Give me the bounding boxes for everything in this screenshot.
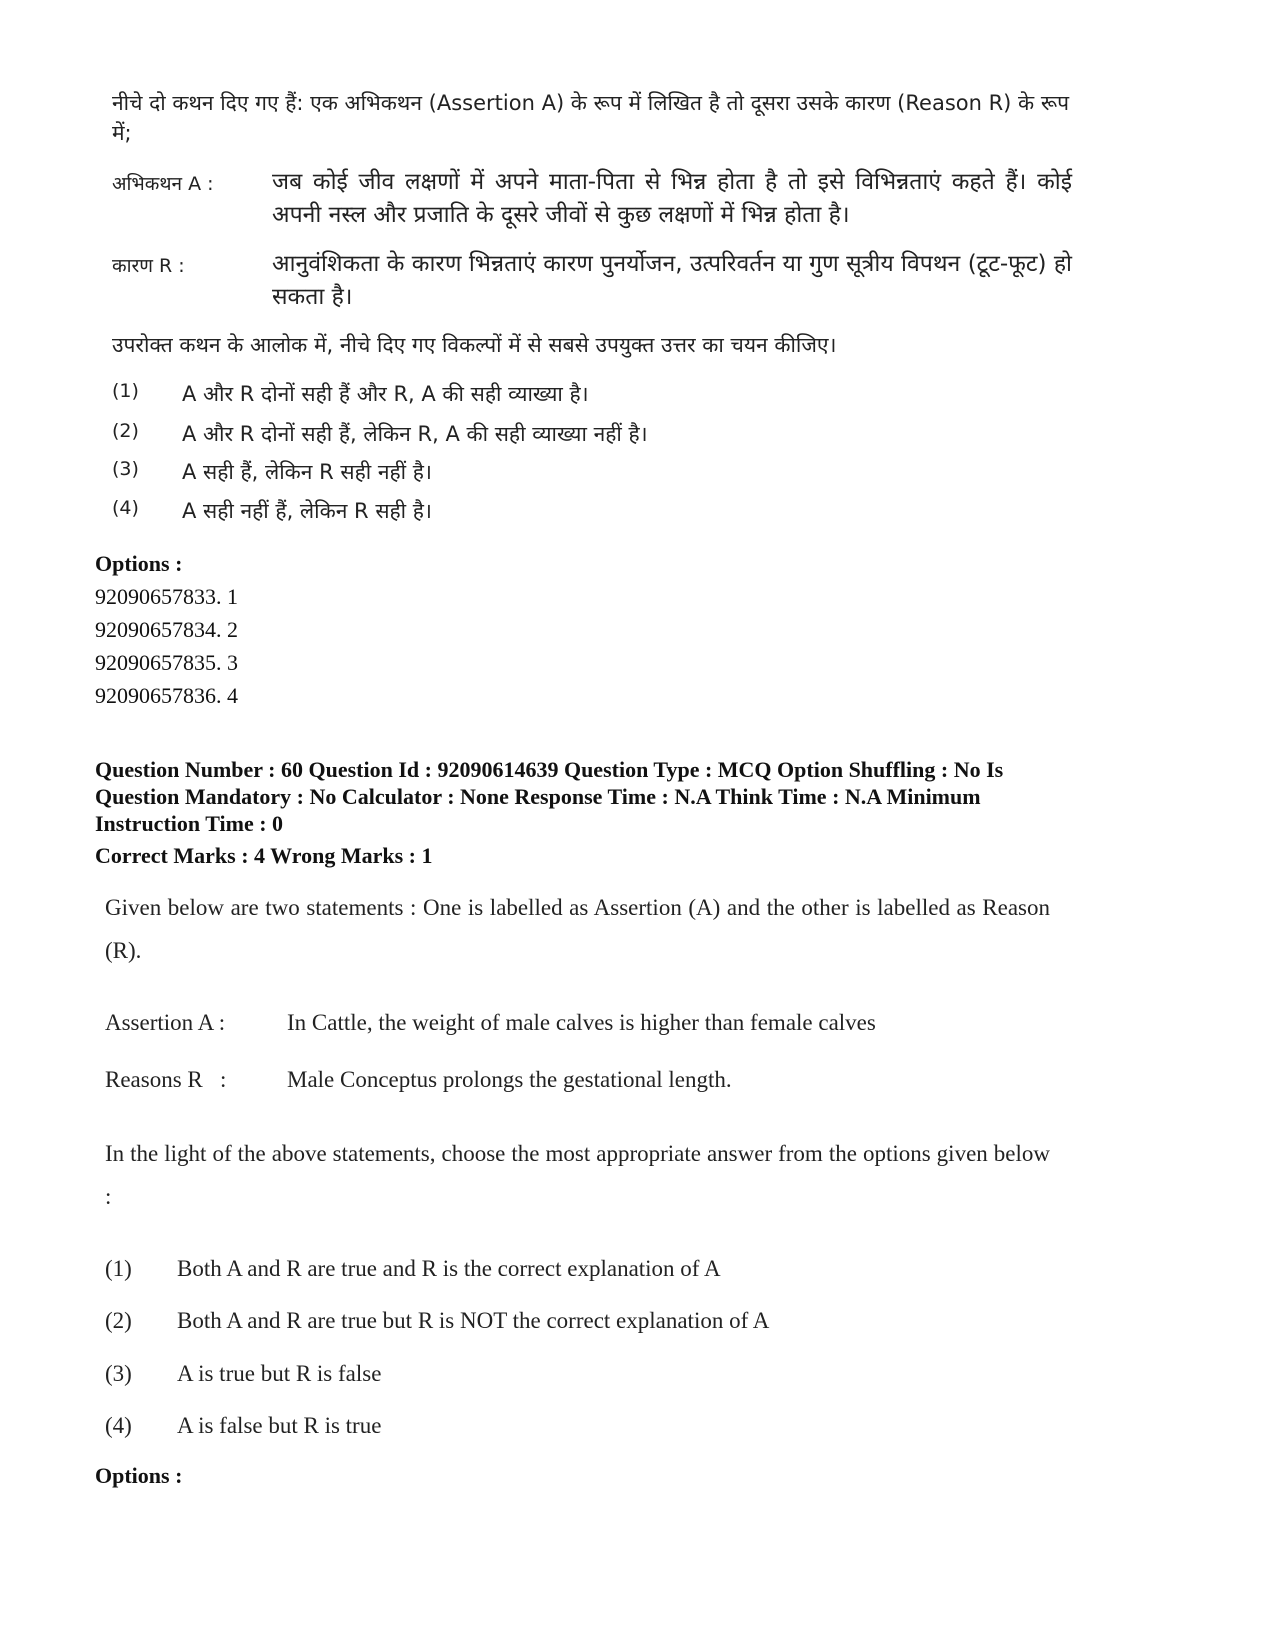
- hindi-option-number: (3): [112, 458, 139, 480]
- english-option-number: (4): [105, 1413, 132, 1438]
- hindi-option-text: A सही नहीं हैं, लेकिन R सही है।: [182, 499, 432, 523]
- hindi-reason-label: कारण R :: [112, 255, 185, 277]
- option-id-2: 92090657834. 2: [95, 617, 238, 642]
- english-assertion-label: Assertion A :: [105, 1010, 226, 1035]
- question-meta-line-2: Question Mandatory : No Calculator : None Response Time : N.A Think Time : N.A Minimum: [95, 784, 981, 809]
- english-option-number: (1): [105, 1256, 132, 1281]
- hindi-assertion-text: जब कोई जीव लक्षणों में अपने माता-पिता से भिन्न होता है तो इसे विभिन्नताएं कहते हैं। कोई अपनी नस्ल और प्रजाति के दूसरे जीवों से कुछ लक्षणों में भिन्न होता है।: [272, 169, 1072, 228]
- english-option-text: Both A and R are true but R is NOT the correct explanation of A: [177, 1308, 770, 1333]
- english-instruction: In the light of the above statements, choose the most appropriate answer from the options given below :: [105, 1141, 1050, 1209]
- hindi-option-number: (4): [112, 497, 139, 519]
- options-heading-2: Options :: [95, 1463, 183, 1488]
- english-option-text: Both A and R are true and R is the correct explanation of A: [177, 1256, 721, 1281]
- hindi-option-text: A और R दोनों सही हैं और R, A की सही व्याख्या है।: [182, 382, 589, 406]
- english-option-text: A is true but R is false: [177, 1361, 382, 1386]
- hindi-option-number: (1): [112, 380, 139, 402]
- hindi-option-text: A और R दोनों सही हैं, लेकिन R, A की सही व्याख्या नहीं है।: [182, 422, 648, 446]
- english-reason-label: Reasons R :: [105, 1067, 227, 1092]
- option-id-4: 92090657836. 4: [95, 683, 238, 708]
- hindi-assertion-label: अभिकथन A :: [112, 173, 214, 195]
- question-meta-line-1: Question Number : 60 Question Id : 92090614639 Question Type : MCQ Option Shuffling : No Is: [95, 757, 1004, 782]
- hindi-question-block: [112, 88, 1072, 523]
- option-id-3: 92090657835. 3: [95, 650, 238, 675]
- hindi-reason-text: आनुवंशिकता के कारण भिन्नताएं कारण पुनर्योजन, उत्परिवर्तन या गुण सूत्रीय विपथन (टूट-फूट) हो सकता है।: [272, 251, 1072, 310]
- english-question-intro: Given below are two statements : One is labelled as Assertion (A) and the other is labelled as Reason (R).: [105, 895, 1050, 963]
- question-marks: Correct Marks : 4 Wrong Marks : 1: [95, 843, 433, 868]
- option-id-1: 92090657833. 1: [95, 584, 238, 609]
- hindi-option-text: A सही हैं, लेकिन R सही नहीं है।: [182, 460, 432, 484]
- english-assertion-text: In Cattle, the weight of male calves is higher than female calves: [287, 1010, 876, 1035]
- hindi-question-intro: नीचे दो कथन दिए गए हैं: एक अभिकथन (Assertion A) के रूप में लिखित है तो दूसरा उसके कारण (Reason R) के रूप में;: [112, 91, 1070, 145]
- options-heading-1: Options :: [95, 551, 183, 576]
- english-option-number: (3): [105, 1361, 132, 1386]
- hindi-option-number: (2): [112, 420, 139, 442]
- hindi-instruction: उपरोक्त कथन के आलोक में, नीचे दिए गए विकल्पों में से सबसे उपयुक्त उत्तर का चयन कीजिए।: [112, 333, 837, 357]
- english-option-text: A is false but R is true: [177, 1413, 382, 1438]
- english-option-number: (2): [105, 1308, 132, 1333]
- english-reason-text: Male Conceptus prolongs the gestational length.: [287, 1067, 732, 1092]
- question-meta-line-3: Instruction Time : 0: [95, 811, 284, 836]
